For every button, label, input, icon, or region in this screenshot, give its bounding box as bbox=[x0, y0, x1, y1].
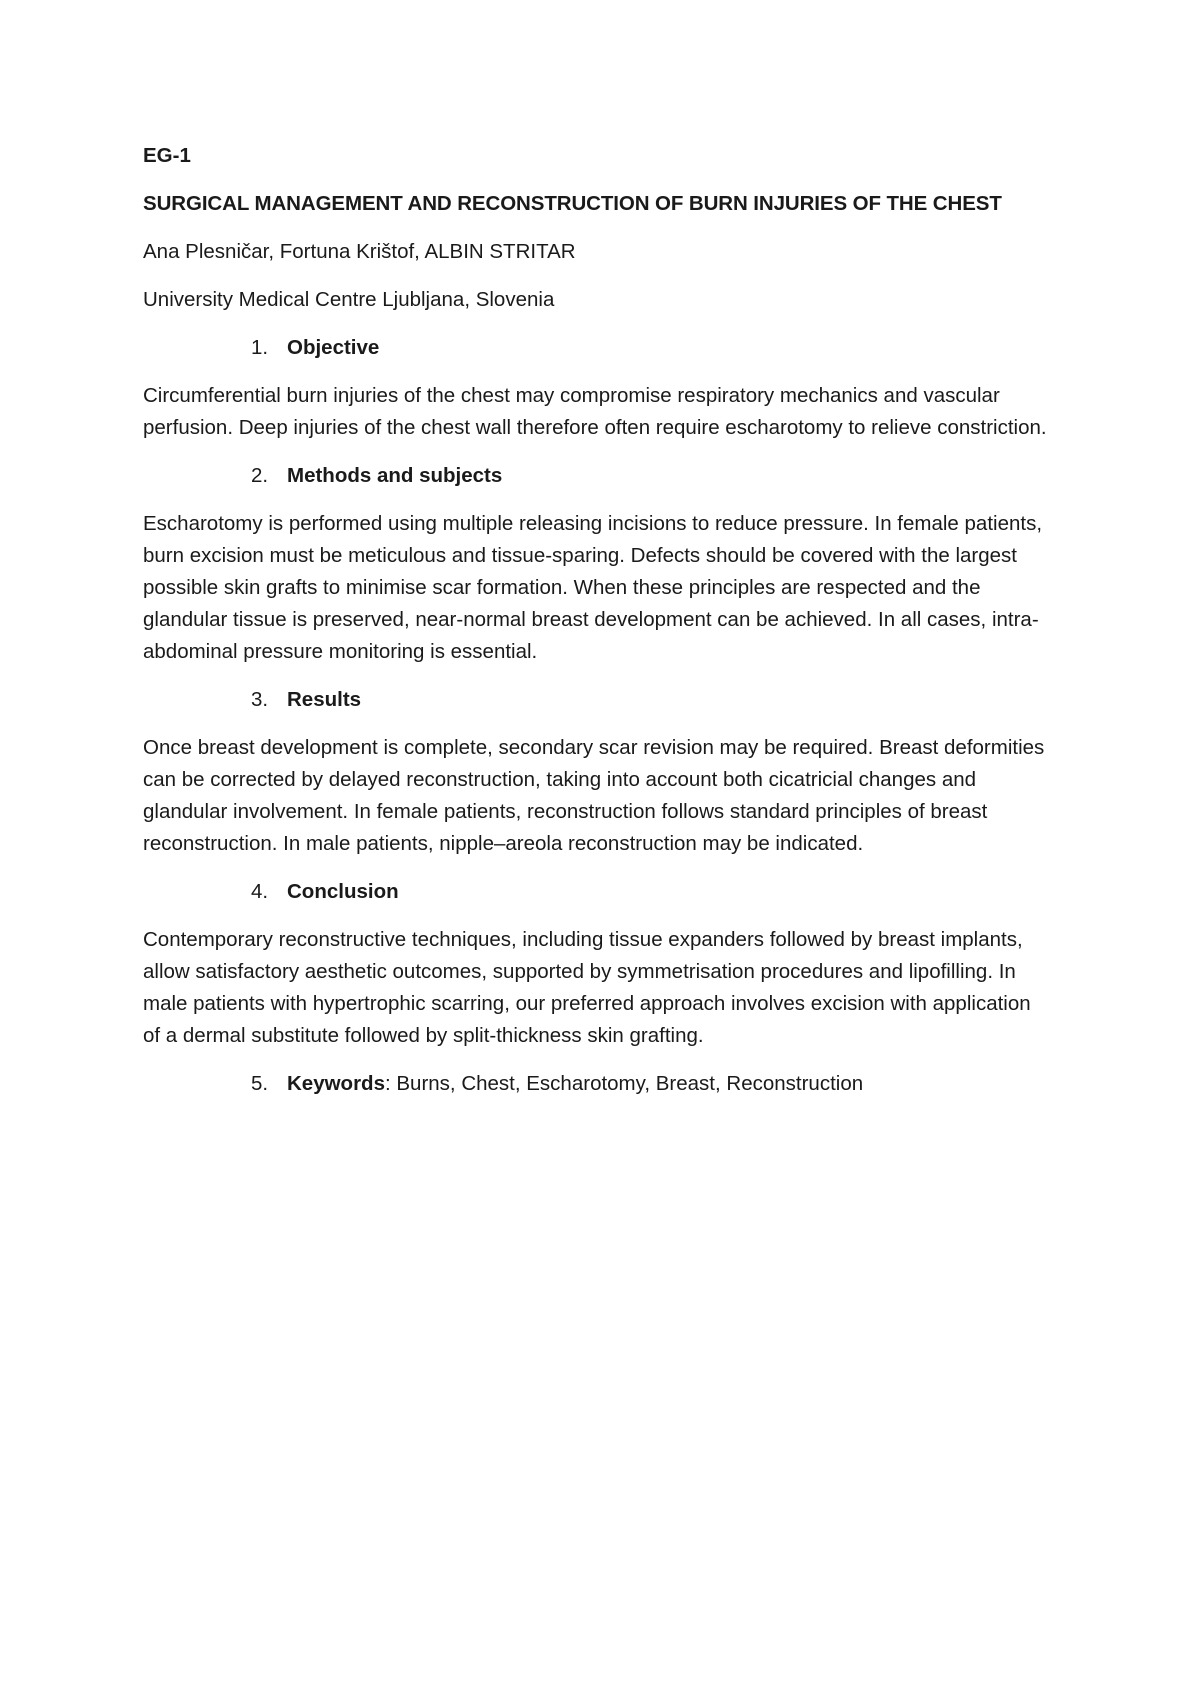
section-number: 5. bbox=[251, 1072, 269, 1095]
section-title: Objective bbox=[287, 336, 380, 359]
document-title: SURGICAL MANAGEMENT AND RECONSTRUCTION OF BURN INJURIES OF THE CHEST bbox=[143, 192, 1002, 215]
section-heading-results bbox=[143, 684, 1048, 716]
section-body-results: Once breast development is complete, secondary scar revision may be required. Breast deformities can be corrected by delayed reconstruction, taking into account both cicatricial changes and glandular involvement. In female patients, reconstruction follows standard principles of breast reconstruction. In male patients, nipple–areola reconstruction may be indicated. bbox=[143, 736, 1045, 855]
section-body-conclusion: Contemporary reconstructive techniques, including tissue expanders followed by breast implants, allow satisfactory aesthetic outcomes, supported by symmetrisation procedures and lipofilling. In male patients with hypertrophic scarring, our preferred approach involves excision with application of a dermal substitute followed by split-thickness skin grafting. bbox=[143, 928, 1031, 1047]
section-heading-conclusion bbox=[143, 876, 1048, 908]
section-keywords bbox=[143, 1068, 1048, 1100]
document-page bbox=[143, 140, 1048, 1116]
keywords-list: : Burns, Chest, Escharotomy, Breast, Reconstruction bbox=[384, 1072, 864, 1095]
section-body-methods: Escharotomy is performed using multiple releasing incisions to reduce pressure. In female patients, burn excision must be meticulous and tissue-sparing. Defects should be covered with the largest possible skin grafts to minimise scar formation. When these principles are respected and the glandular tissue is preserved, near-normal breast development can be achieved. In all cases, intra-abdominal pressure monitoring is essential. bbox=[143, 512, 1043, 663]
section-heading-objective bbox=[143, 332, 1048, 364]
section-heading-methods bbox=[143, 460, 1048, 492]
authors: Ana Plesničar, Fortuna Krištof, ALBIN STRITAR bbox=[143, 240, 576, 263]
document-id: EG-1 bbox=[143, 144, 191, 167]
section-number: 3. bbox=[251, 688, 269, 711]
affiliation: University Medical Centre Ljubljana, Slovenia bbox=[143, 288, 555, 311]
keywords-label: Keywords bbox=[287, 1072, 385, 1095]
section-number: 2. bbox=[251, 464, 269, 487]
section-number: 1. bbox=[251, 336, 269, 359]
section-title: Methods and subjects bbox=[287, 464, 503, 487]
section-number: 4. bbox=[251, 880, 269, 903]
section-title: Results bbox=[287, 688, 362, 711]
section-title: Conclusion bbox=[287, 880, 399, 903]
section-body-objective: Circumferential burn injuries of the chest may compromise respiratory mechanics and vascular perfusion. Deep injuries of the chest wall therefore often require escharotomy to relieve constriction. bbox=[143, 384, 1047, 439]
